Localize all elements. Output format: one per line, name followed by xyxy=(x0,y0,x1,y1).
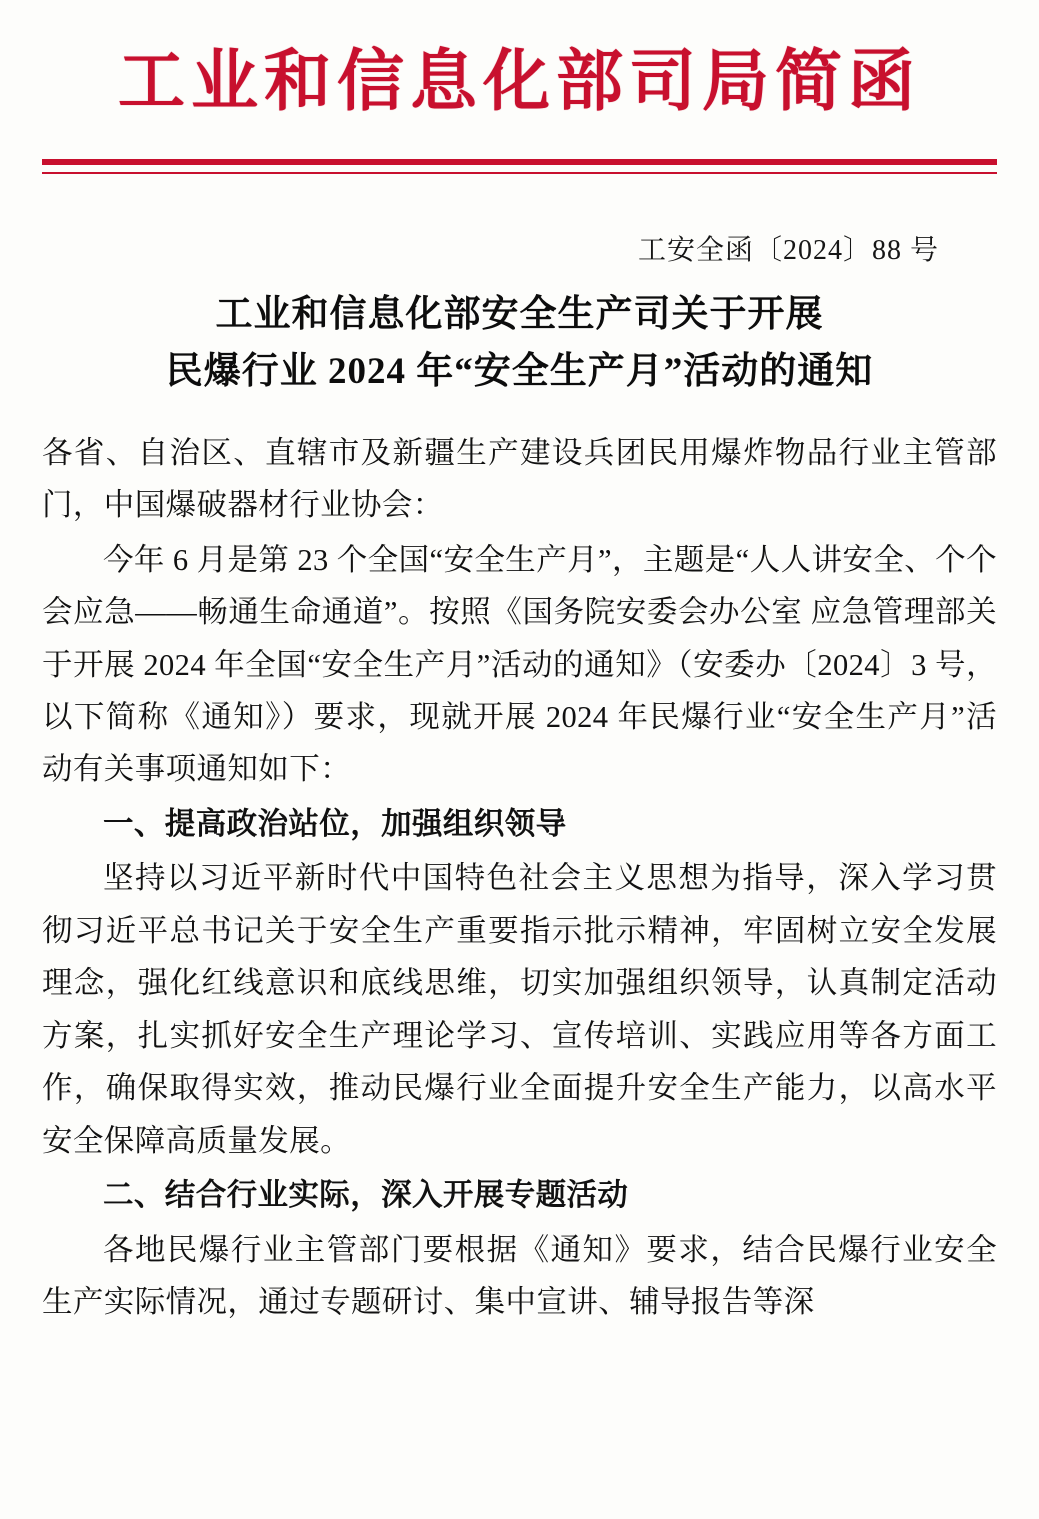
paragraph-section-1-body: 坚持以习近平新时代中国特色社会主义思想为指导，深入学习贯彻习近平总书记关于安全生产重要指示批示精神，牢固树立安全发展理念，强化红线意识和底线思维，切实加强组织领导，认真制定活动方案，扎实抓好安全生产理论学习、宣传培训、实践应用等各方面工作，确保取得实效，推动民爆行业全面提升安全生产能力，以高水平安全保障高质量发展。 xyxy=(42,861,997,1158)
masthead-rules xyxy=(42,159,997,174)
document-number: 工安全函〔2024〕88 号 xyxy=(637,235,939,267)
paragraph-section-2-body: 各地民爆行业主管部门要根据《通知》要求，结合民爆行业安全生产实际情况，通过专题研讨、集中宣讲、辅导报告等深 xyxy=(42,1232,997,1319)
page-title xyxy=(42,286,997,401)
section-heading-2: 二、结合行业实际，深入开展专题活动 xyxy=(103,1178,629,1213)
section-heading-1: 一、提高政治站位，加强组织领导 xyxy=(103,806,567,841)
paragraph-addressee: 各省、自治区、直辖市及新疆生产建设兵团民用爆炸物品行业主管部门，中国爆破器材行业协会： xyxy=(42,435,997,523)
document-body xyxy=(42,427,997,1329)
page-title-line-2: 民爆行业 2024 年“安全生产月”活动的通知 xyxy=(165,351,874,393)
paragraph-intro: 今年 6 月是第 23 个全国“安全生产月”，主题是“人人讲安全、个个会应急——畅通生命通道”。按照《国务院安委会办公室 应急管理部关于开展 2024 年全国“安全生产月”活动的通知》（安委办〔2024〕3 号，以下简称《通知》）要求，现就开展 2024 年民爆行业“安全生产月”活动有关事项通知如下： xyxy=(42,542,997,787)
masthead-rule-thin xyxy=(42,172,997,174)
masthead-rule-thick xyxy=(42,159,997,165)
page-title-line-1: 工业和信息化部安全生产司关于开展 xyxy=(215,294,824,336)
masthead xyxy=(42,0,997,174)
masthead-title: 工业和信息化部司局简函 xyxy=(118,45,921,119)
